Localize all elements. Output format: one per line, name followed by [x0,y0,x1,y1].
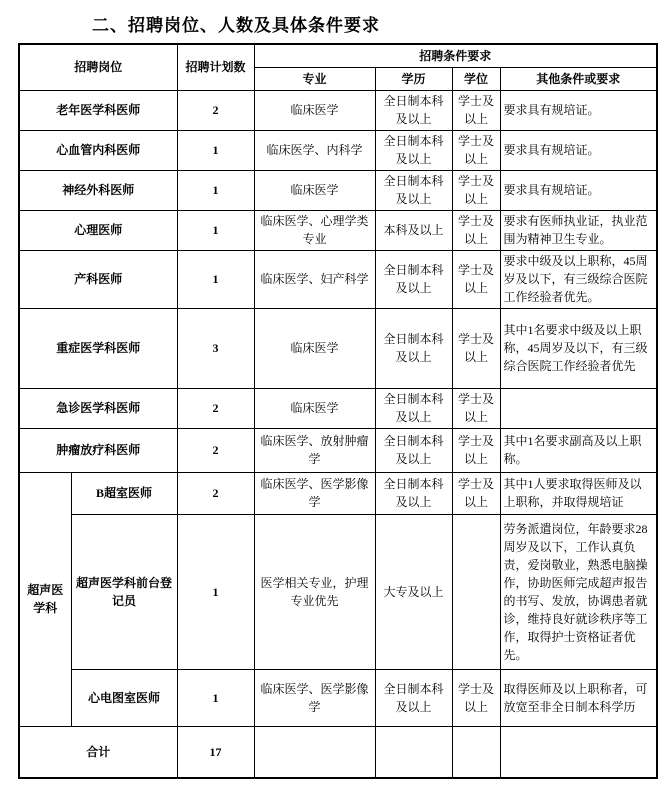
cell-other: 要求具有规培证。 [500,170,657,210]
table-row [19,308,657,388]
cell-other: 要求具有规培证。 [500,90,657,130]
cell-education: 全日制本科及以上 [375,472,452,514]
cell-count: 1 [177,250,254,308]
cell-major: 医学相关专业，护理专业优先 [254,514,375,669]
cell-degree: 学士及以上 [452,210,500,250]
cell-position: 老年医学科医师 [19,90,177,130]
cell-position: 心理医师 [19,210,177,250]
cell-education: 全日制本科及以上 [375,250,452,308]
cell-degree: 学士及以上 [452,130,500,170]
cell-major: 临床医学、心理学类专业 [254,210,375,250]
table-row [19,669,657,726]
header-degree: 学位 [452,67,500,90]
cell-count: 1 [177,210,254,250]
cell-major: 临床医学 [254,388,375,428]
cell-major: 临床医学 [254,170,375,210]
cell-count: 2 [177,90,254,130]
cell-major: 临床医学、医学影像学 [254,669,375,726]
cell-count: 2 [177,472,254,514]
table-row [19,428,657,472]
cell-major: 临床医学、妇产科学 [254,250,375,308]
cell-position: B超室医师 [71,472,177,514]
header-requirements: 招聘条件要求 [254,44,657,67]
section-title: 二、招聘岗位、人数及具体条件要求 [92,16,380,35]
total-count: 17 [177,726,254,778]
cell-position: 急诊医学科医师 [19,388,177,428]
cell-other: 其中1名要求副高及以上职称。 [500,428,657,472]
cell-count: 1 [177,669,254,726]
header-position: 招聘岗位 [19,44,177,90]
cell-department-group: 超声医学科 [19,472,71,726]
cell-education: 全日制本科及以上 [375,669,452,726]
table-row [19,250,657,308]
cell-degree: 学士及以上 [452,90,500,130]
header-plan-count: 招聘计划数 [177,44,254,90]
cell-count: 3 [177,308,254,388]
table-row [19,130,657,170]
table-row [19,210,657,250]
cell-position: 重症医学科医师 [19,308,177,388]
cell-education: 全日制本科及以上 [375,90,452,130]
cell-count: 1 [177,130,254,170]
table-row [19,514,657,669]
cell-degree: 学士及以上 [452,669,500,726]
cell-other: 要求中级及以上职称，45周岁及以下，有三级综合医院工作经验者优先。 [500,250,657,308]
cell-education: 本科及以上 [375,210,452,250]
cell-position: 心电图室医师 [71,669,177,726]
cell-major: 临床医学、医学影像学 [254,472,375,514]
cell-position: 超声医学科前台登记员 [71,514,177,669]
cell-major: 临床医学 [254,90,375,130]
header-major: 专业 [254,67,375,90]
cell-education: 大专及以上 [375,514,452,669]
cell-education: 全日制本科及以上 [375,388,452,428]
cell-position: 肿瘤放疗科医师 [19,428,177,472]
total-label: 合计 [19,726,177,778]
header-education: 学历 [375,67,452,90]
cell-education: 全日制本科及以上 [375,428,452,472]
cell-other: 劳务派遣岗位，年龄要求28周岁及以下，工作认真负责，爱岗敬业，熟悉电脑操作，协助医师完成超声报告的书写、发放，协调患者就诊，维持良好就诊秩序等工作，取得护士资格证者优先。 [500,514,657,669]
cell-empty [254,726,375,778]
cell-degree: 学士及以上 [452,250,500,308]
table-row [19,170,657,210]
cell-empty [375,726,452,778]
cell-education: 全日制本科及以上 [375,170,452,210]
cell-position: 心血管内科医师 [19,130,177,170]
table-row [19,90,657,130]
cell-other: 其中1人要求取得医师及以上职称，并取得规培证 [500,472,657,514]
cell-degree: 学士及以上 [452,428,500,472]
cell-other: 要求有医师执业证，执业范围为精神卫生专业。 [500,210,657,250]
cell-count: 1 [177,170,254,210]
cell-degree: 学士及以上 [452,388,500,428]
cell-major: 临床医学、内科学 [254,130,375,170]
cell-other: 其中1名要求中级及以上职称，45周岁及以下，有三级综合医院工作经验者优先 [500,308,657,388]
cell-major: 临床医学、放射肿瘤学 [254,428,375,472]
cell-empty [500,726,657,778]
cell-position: 产科医师 [19,250,177,308]
total-row [19,726,657,778]
cell-other [500,388,657,428]
cell-major: 临床医学 [254,308,375,388]
cell-count: 2 [177,388,254,428]
cell-degree: 学士及以上 [452,308,500,388]
header-other: 其他条件或要求 [500,67,657,90]
cell-education: 全日制本科及以上 [375,130,452,170]
cell-empty [452,726,500,778]
cell-other: 要求具有规培证。 [500,130,657,170]
cell-count: 1 [177,514,254,669]
recruitment-table [18,43,658,779]
cell-degree: 学士及以上 [452,170,500,210]
cell-degree: 学士及以上 [452,472,500,514]
table-row [19,388,657,428]
cell-other: 取得医师及以上职称者，可放宽至非全日制本科学历 [500,669,657,726]
cell-degree [452,514,500,669]
header-row-1 [19,44,657,67]
cell-education: 全日制本科及以上 [375,308,452,388]
cell-position: 神经外科医师 [19,170,177,210]
cell-count: 2 [177,428,254,472]
table-row [19,472,657,514]
